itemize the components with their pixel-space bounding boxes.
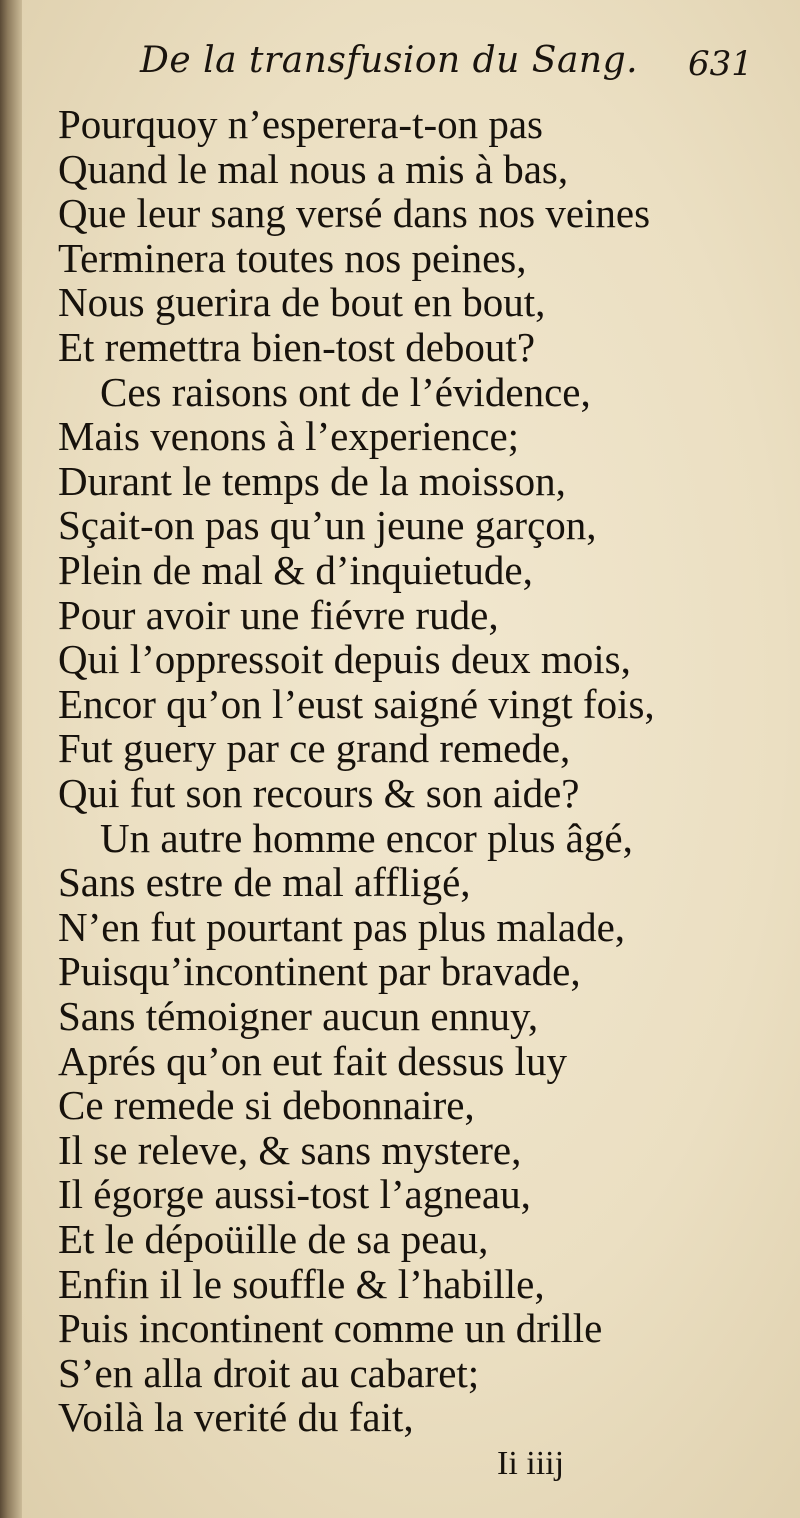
- verse-line: Ces raisons ont de l’évidence,: [100, 368, 591, 415]
- verse-line: Sçait-on pas qu’un jeune garçon,: [58, 502, 597, 549]
- binding-gutter: [0, 0, 22, 1518]
- verse-line: Quand le mal nous a mis à bas,: [58, 145, 569, 192]
- verse-line: Que leur sang versé dans nos veines: [58, 190, 651, 237]
- verse-line: Aprés qu’on eut fait dessus luy: [58, 1037, 567, 1084]
- verse-line: N’en fut pourtant pas plus malade,: [58, 903, 626, 950]
- signature-mark: Ii iiij: [497, 1445, 565, 1482]
- verse-line: Et le dépoüille de sa peau,: [58, 1216, 489, 1262]
- verse-line: Voilà la verité du fait,: [58, 1394, 414, 1441]
- verse-line: Qui fut son recours & son aide?: [58, 770, 580, 816]
- verse-line: Il égorge aussi-tost l’agneau,: [58, 1171, 531, 1218]
- verse-line: Puis incontinent comme un drille: [58, 1305, 603, 1352]
- verse-line: Il se releve, & sans mystere,: [58, 1126, 522, 1173]
- verse-line: Un autre homme encor plus âgé,: [100, 814, 633, 861]
- verse-line: Puisqu’incontinent par bravade,: [58, 948, 581, 995]
- verse-line: Et remettra bien-tost debout?: [58, 324, 536, 370]
- verse-line: Durant le temps de la moisson,: [58, 457, 566, 504]
- verse-line: Pour avoir une fiévre rude,: [58, 591, 499, 638]
- verse-line: Nous guerira de bout en bout,: [58, 279, 546, 326]
- verse-line: Encor qu’on l’eust saigné vingt fois,: [58, 680, 655, 727]
- verse-line: Pourquoy n’esperera-t-on pas: [58, 101, 544, 147]
- running-head: De la transfusion du Sang.: [140, 40, 639, 81]
- verse-line: Fut guery par ce grand remede,: [58, 725, 571, 772]
- page-number: 631: [688, 44, 753, 84]
- verse-line: Sans témoigner aucun ennuy,: [58, 993, 539, 1039]
- verse-line: Sans estre de mal affligé,: [58, 859, 471, 906]
- verse-line: Mais venons à l’experience;: [58, 413, 520, 460]
- verse-line: Terminera toutes nos peines,: [58, 234, 527, 281]
- verse-line: Qui l’oppressoit depuis deux mois,: [58, 636, 631, 683]
- verse-line: Ce remede si debonnaire,: [58, 1082, 475, 1129]
- verse-line: Enfin il le souffle & l’habille,: [58, 1260, 545, 1307]
- verse-line: Plein de mal & d’inquietude,: [58, 547, 533, 593]
- verse-line: S’en alla droit au cabaret;: [58, 1349, 480, 1396]
